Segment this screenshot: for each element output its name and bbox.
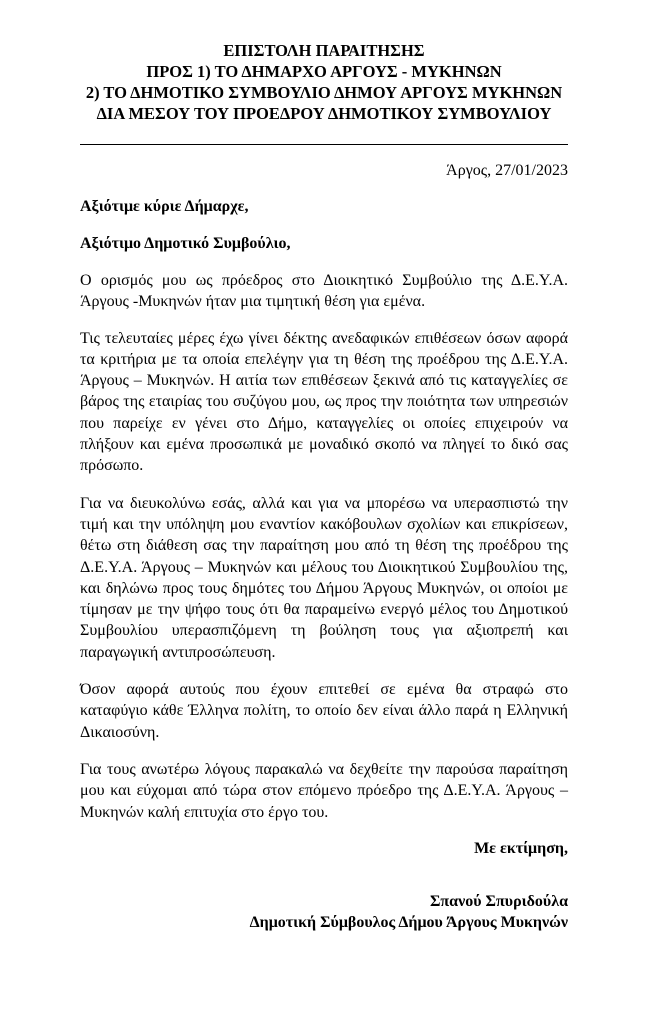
body-paragraph-3: Για να διευκολύνω εσάς, αλλά και για να μπορέσω να υπερασπιστώ την τιμή και την υπόληψη μου εναντίον κακόβουλων σχολίων και επικρίσεων, θέτω στη διάθεση σας την παραίτηση μου από τη θέση της προέδρου της Δ.Ε.Υ.Α. Άργους – Μυκηνών και μέλους του Διοικητικού Συμβουλίου της, και δηλώνω προς τους δημότες του Δήμου Άργους Μυκηνών, οι οποίοι με τίμησαν με την ψήφο τους ότι θα παραμείνω ενεργό μέλος του Δημοτικού Συμβουλίου υπερασπιζόμενη τη βούληση τους για αξιοπρεπή και παραγωγική αντιπροσώπευση. [80, 494, 568, 661]
body-paragraph-4: Όσον αφορά αυτούς που έχουν επιτεθεί σε εμένα θα στραφώ στο καταφύγιο κάθε Έλληνα πολίτη, το οποίο δεν είναι άλλο παρά η Ελληνική Δικαιοσύνη. [80, 681, 568, 741]
signature-name: Σπανού Σπυριδούλα [429, 892, 568, 910]
letter-date: Άργος, 27/01/2023 [446, 162, 568, 179]
letter-heading [80, 40, 568, 124]
signature-block [80, 891, 568, 933]
body-paragraph-2: Τις τελευταίες μέρες έχω γίνει δέκτης ανεδαφικών επιθέσεων όσων αφορά τα κριτήρια με τα οποία επελέγην για τη θέση της προέδρου της Δ.Ε.Υ.Α. Άργους – Μυκηνών. Η αιτία των επιθέσεων ξεκινά από τις καταγγελίες σε βάρος της εταιρίας του συζύγου μου, ως προς την ποιότητα των υπηρεσιών που παρείχε εν γένει στο Δήμο, καταγγελίες οι οποίες επιχειρούν να πλήξουν και εμένα προσωπικά με μοναδικό σκοπό να πληγεί το δικό σας πρόσωπο. [80, 329, 568, 475]
heading-divider [80, 144, 568, 145]
signature-title: Δημοτική Σύμβουλος Δήμου Άργους Μυκηνών [249, 913, 568, 931]
letter-page [80, 40, 568, 933]
body-paragraph-5: Για τους ανωτέρω λόγους παρακαλώ να δεχθείτε την παρούσα παραίτηση μου και εύχομαι από τώρα στον επόμενο πρόεδρο της Δ.Ε.Υ.Α. Άργους – Μυκηνών καλή επιτυχία στο έργο του. [80, 760, 568, 821]
salutation-mayor: Αξιότιμε κύριε Δήμαρχε, [80, 198, 249, 215]
salutation-council: Αξιότιμο Δημοτικό Συμβούλιο, [80, 235, 291, 252]
heading-title: ΕΠΙΣΤΟΛΗ ΠΑΡΑΙΤΗΣΗΣ [223, 41, 425, 60]
heading-recipient-mayor: ΠΡΟΣ 1) ΤΟ ΔΗΜΑΡΧΟ ΑΡΓΟΥΣ - ΜΥΚΗΝΩΝ [146, 62, 502, 81]
closing-phrase: Με εκτίμηση, [474, 839, 568, 857]
body-paragraph-1: Ο ορισμός μου ως πρόεδρος στο Διοικητικό Συμβούλιο της Δ.Ε.Υ.Α. Άργους -Μυκηνών ήταν μια τιμητική θέση για εμένα. [80, 272, 568, 311]
heading-recipient-council: 2) ΤΟ ΔΗΜΟΤΙΚΟ ΣΥΜΒΟΥΛΙΟ ΔΗΜΟΥ ΑΡΓΟΥΣ ΜΥΚΗΝΩΝ ΔΙΑ ΜΕΣΟΥ ΤΟΥ ΠΡΟΕΔΡΟΥ ΔΗΜΟΤΙΚΟΥ ΣΥΜΒΟΥΛΙΟΥ [85, 83, 563, 123]
